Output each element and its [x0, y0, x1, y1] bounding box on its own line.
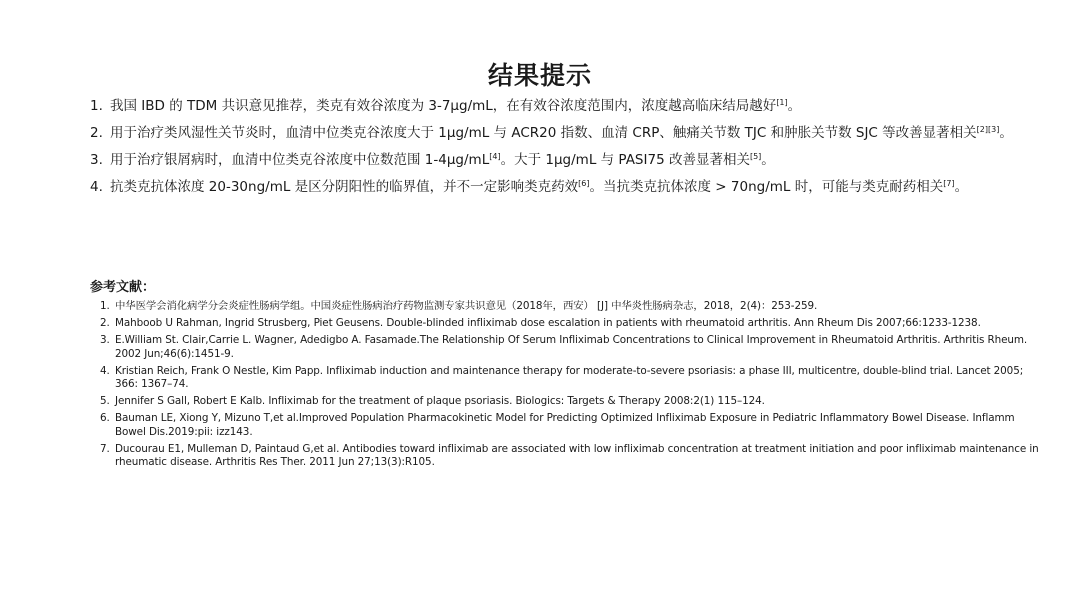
reference-number: 6.	[100, 412, 110, 425]
finding-text	[110, 93, 1040, 119]
reference-item	[100, 300, 1040, 313]
finding-text	[110, 174, 1040, 200]
reference-number: 5.	[100, 395, 110, 408]
finding-text	[110, 120, 1040, 146]
reference-number: 3.	[100, 334, 110, 347]
finding-item	[90, 120, 1040, 146]
finding-text-segment: 用于治疗银屑病时，血清中位类克谷浓度中位数范围 1-4μg/mL	[110, 152, 490, 168]
citation-marker: [2][3]	[976, 125, 1000, 134]
finding-text-segment: 抗类克抗体浓度 20-30ng/mL 是区分阴阳性的临界值，并不一定影响类克药效	[110, 179, 579, 195]
citation-marker: [1]	[776, 98, 788, 107]
reference-text: Mahboob U Rahman, Ingrid Strusberg, Piet Geusens. Double-blinded infliximab dose escalation in patients with rheumatoid arthritis. Ann Rheum Dis 2007;66:1233-1238.	[115, 317, 981, 330]
reference-text: E.William St. Clair,Carrie L. Wagner, Adedigbo A. Fasamade.The Relationship Of Serum Infliximab Concentrations to Clinical Improvement in Rheumatoid Arthritis. Arthritis Rheum. 2002 Jun;46(6):1451-9.	[115, 334, 1028, 360]
finding-text-segment: 。当抗类克抗体浓度 > 70ng/mL 时，可能与类克耐药相关	[589, 179, 944, 195]
finding-text-segment: 。	[761, 152, 775, 168]
finding-text	[110, 147, 1040, 173]
reference-number: 1.	[100, 300, 110, 312]
reference-number: 7.	[100, 442, 110, 455]
reference-number: 4.	[100, 364, 110, 377]
reference-text: Ducourau E1, Mulleman D, Paintaud G,et al. Antibodies toward infliximab are associated with low infliximab concentration at treatment initiation and poor infliximab maintenance in rheumatic disease. Arthritis Res Ther. 2011 Jun 27;13(3):R105.	[115, 442, 1039, 469]
finding-text-segment: 。	[999, 125, 1013, 141]
reference-item	[100, 412, 1040, 438]
finding-number: 3.	[90, 152, 103, 168]
citation-marker: [6]	[578, 179, 590, 188]
finding-text-segment: 。	[954, 179, 969, 195]
findings-list	[90, 93, 1040, 201]
reference-item	[100, 395, 1040, 408]
reference-number: 2.	[100, 317, 110, 330]
page-title: 结果提示	[487, 61, 592, 90]
finding-item	[90, 147, 1040, 173]
finding-item	[90, 93, 1040, 119]
finding-number: 4.	[90, 179, 103, 195]
reference-text: 中华医学会消化病学分会炎症性肠病学组。中国炎症性肠病治疗药物监测专家共识意见（2018年，西安） [J] 中华炎性肠病杂志，2018，2(4)：253-259.	[115, 300, 818, 312]
reference-text: Bauman LE, Xiong Y, Mizuno T,et al.Improved Population Pharmacokinetic Model for Predicting Optimized Infliximab Exposure in Pediatric Inflammatory Bowel Disease. Inflamm Bowel Dis.2019:pii: izz143.	[115, 412, 1015, 438]
finding-text-segment: 我国 IBD 的 TDM 共识意见推荐，类克有效谷浓度为 3-7μg/mL，在有效谷浓度范围内，浓度越高临床结局越好	[110, 98, 777, 114]
references-heading: 参考文献：	[90, 280, 156, 295]
reference-item	[100, 317, 1040, 330]
finding-number: 1.	[90, 98, 103, 114]
reference-text: Jennifer S Gall, Robert E Kalb. Infliximab for the treatment of plaque psoriasis. Biologics: Targets & Therapy 2008:2(1) 115–124.	[115, 395, 765, 408]
finding-text-segment: 。大于 1μg/mL 与 PASI75 改善显著相关	[500, 152, 750, 168]
finding-text-segment: 。	[787, 98, 802, 114]
finding-item	[90, 174, 1040, 200]
finding-number: 2.	[90, 125, 103, 141]
citation-marker: [5]	[749, 152, 762, 161]
finding-text-segment: 用于治疗类风湿性关节炎时，血清中位类克谷浓度大于 1μg/mL 与 ACR20 指数、血清 CRP、触痛关节数 TJC 和肿胀关节数 SJC 等改善显著相关	[110, 125, 977, 141]
reference-item	[100, 443, 1040, 469]
references-list	[100, 300, 1040, 473]
reference-text: Kristian Reich, Frank O Nestle, Kim Papp. Infliximab induction and maintenance therapy for moderate-to-severe psoriasis: a phase III, multicentre, double-blind trial. Lancet 2005; 366: 1367–74.	[115, 364, 1024, 391]
citation-marker: [7]	[943, 179, 955, 188]
reference-item	[100, 365, 1040, 391]
citation-marker: [4]	[489, 152, 501, 161]
reference-item	[100, 334, 1040, 360]
